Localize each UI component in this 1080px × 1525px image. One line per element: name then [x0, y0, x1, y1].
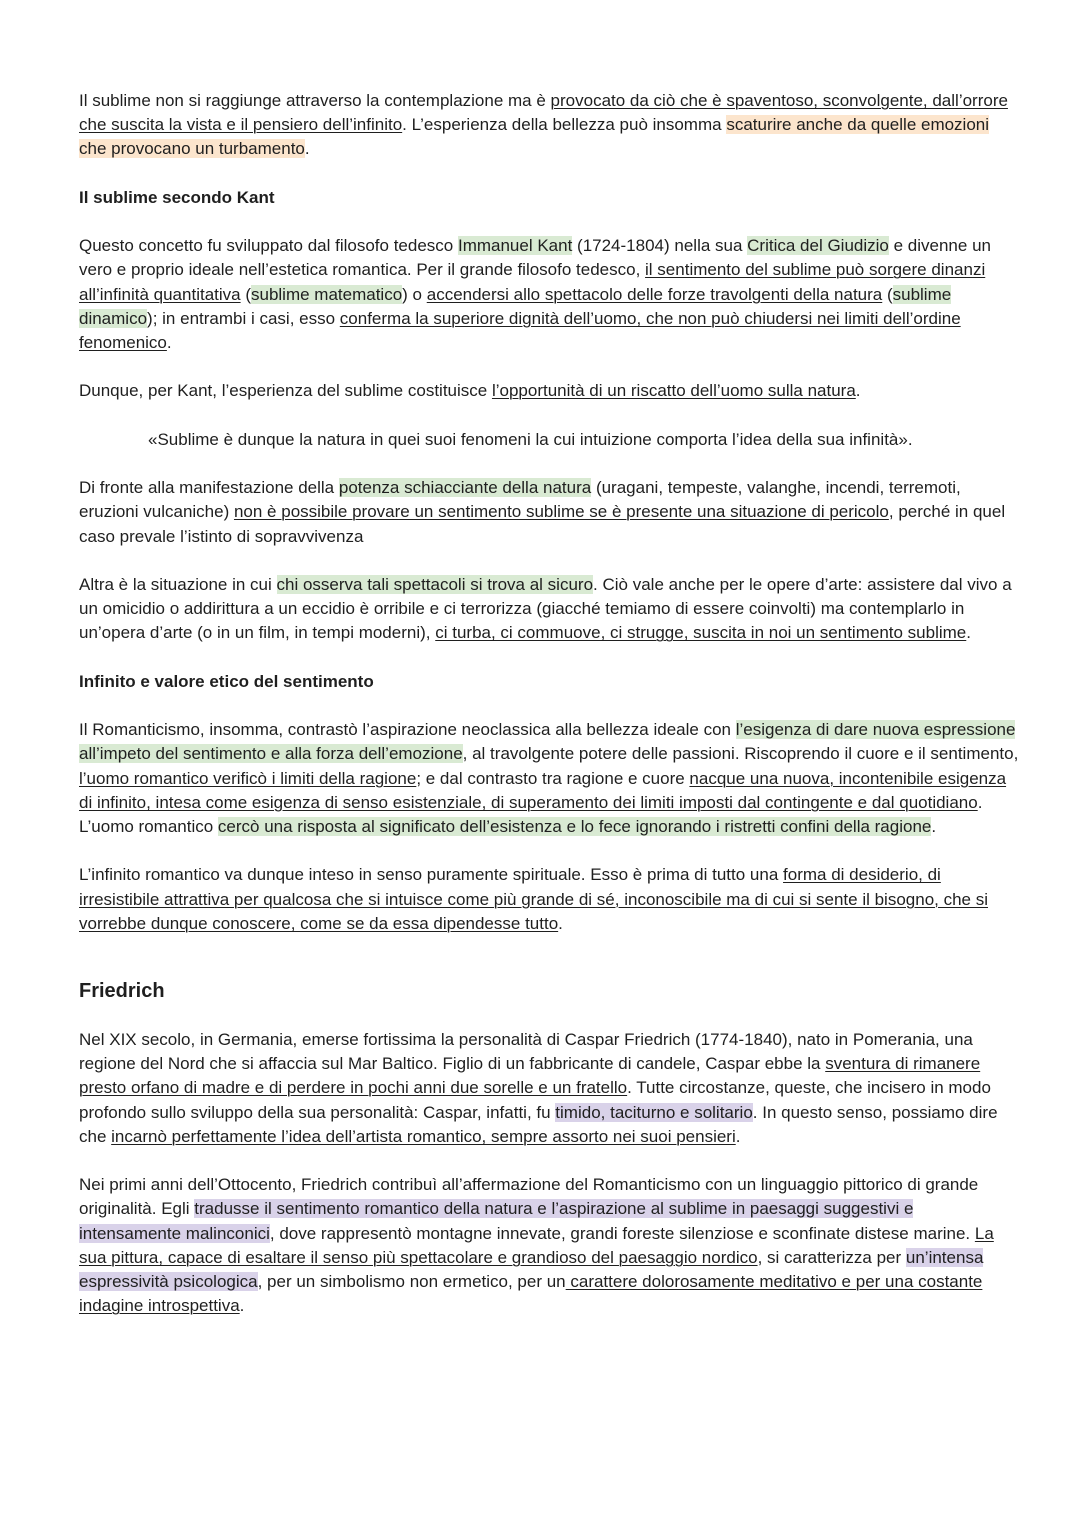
underlined-text: forma di desiderio, di irresistibile attrattiva per qualcosa che si intuisce come più grande di sé, inconoscibile ma di cui si sente il bisogno, che si vorrebbe dunque conoscere, come se da essa dipendesse tutto: [79, 865, 989, 933]
text-run: ; e dal contrasto tra ragione e cuore: [416, 768, 690, 788]
paragraph-infinito-romantico: [79, 863, 1020, 936]
text-run: .: [931, 816, 937, 836]
text-run: ); in entrambi i casi, esso: [147, 308, 340, 328]
underlined-text: accendersi allo spettacolo delle forze travolgenti della natura: [426, 284, 883, 304]
text-run: . Tutte circostanze, queste, che incisero in modo profondo sullo sviluppo della sua personalità: Caspar, infatti, fu: [79, 1078, 991, 1122]
text-run: .: [558, 913, 563, 933]
text-run: . L’esperienza della bellezza può insomma: [402, 115, 727, 135]
paragraph-friedrich-bio: [79, 1028, 1020, 1149]
underlined-text: sventura di rimanere presto orfano di madre e di perdere in pochi anni due sorelle e un fratello: [79, 1054, 981, 1098]
highlight-green: potenza schiacciante della natura: [338, 478, 592, 498]
paragraph-potenza-natura: [79, 476, 1020, 549]
underlined-text: l’opportunità di un riscatto dell’uomo sulla natura: [491, 381, 856, 401]
text-run: Dunque, per Kant, l’esperienza del sublime costituisce: [79, 381, 492, 401]
underlined-text: l’uomo romantico verificò i limiti della ragione: [79, 768, 417, 788]
heading-infinito: Infinito e valore etico del sentimento: [79, 671, 374, 691]
underlined-text: conferma la superiore dignità dell’uomo, che non può chiudersi nei limiti dell’ordine fenomenico: [79, 308, 961, 352]
underlined-text: non è possibile provare un sentimento sublime se è presente una situazione di pericolo: [233, 502, 889, 522]
text-run: Nei primi anni dell’Ottocento, Friedrich contribuì all’affermazione del Romanticismo con un linguaggio pittorico di grande originalità. Egli: [79, 1175, 979, 1219]
underlined-text: carattere dolorosamente meditativo e per una costante indagine introspettiva: [79, 1271, 983, 1316]
paragraph-kant-concept: [79, 234, 1020, 355]
highlight-green: chi osserva tali spettacoli si trova al sicuro: [276, 574, 594, 594]
kant-quote: «Sublime è dunque la natura in quei suoi fenomeni la cui intuizione comporta l’idea della sua infinità».: [148, 429, 913, 449]
paragraph-friedrich-pittura: [79, 1173, 1020, 1318]
highlight-green: Immanuel Kant: [457, 236, 573, 256]
text-run: Il sublime non si raggiunge attraverso la contemplazione ma è: [79, 91, 551, 110]
text-run: ) o: [402, 284, 427, 304]
text-run: . In questo senso, possiamo dire che: [79, 1102, 998, 1146]
highlight-green: l’esigenza di dare nuova espressione all’impeto del sentimento e alla forza dell’emozione: [79, 720, 1016, 764]
text-run: (uragani, tempeste, valanghe, incendi, terremoti, eruzioni vulcaniche): [79, 478, 961, 522]
underlined-text: nacque una nuova, incontenibile esigenza di infinito, intesa come esigenza di senso esistenziale, di superamento dei limiti imposti dal contingente e dal quotidiano: [79, 768, 1007, 812]
text-run: (1724-1804) nella sua: [572, 236, 748, 256]
text-run: L’infinito romantico va dunque inteso in senso puramente spirituale. Esso è prima di tutto una: [79, 865, 784, 885]
highlight-purple: tradusse il sentimento romantico della natura e l’aspirazione al sublime in paesaggi suggestivi e intensamente malinconici: [79, 1199, 914, 1243]
highlight-purple: timido, taciturno e solitario: [555, 1102, 753, 1122]
text-run: (: [240, 284, 251, 304]
highlight-green: sublime matematico: [251, 284, 403, 304]
text-run: , si caratterizza per: [757, 1247, 906, 1267]
text-run: Di fronte alla manifestazione della: [79, 478, 339, 498]
text-run: , perché in quel caso prevale l’istinto di sopravvivenza: [79, 502, 1006, 546]
text-run: .: [855, 381, 861, 401]
text-run: .: [735, 1126, 741, 1146]
text-run: Nel XIX secolo, in Germania, emerse fortissima la personalità di Caspar Friedrich (1774-1840), nato in Pomerania, una regione del Nord che si affaccia sul Mar Baltico. Figlio di un fabbricante di candele, Caspar ebbe la: [79, 1029, 973, 1074]
paragraph-sublime-intro: [79, 89, 1020, 162]
underlined-text: ci turba, ci commuove, ci strugge, suscita in noi un sentimento sublime: [435, 623, 967, 643]
paragraph-al-sicuro: [79, 573, 1020, 646]
highlight-purple: un’intensa espressività psicologica: [79, 1247, 984, 1291]
paragraph-kant-riscatto: [79, 379, 1020, 403]
paragraph-romanticismo: [79, 718, 1020, 839]
text-run: Questo concetto fu sviluppato dal filosofo tedesco: [79, 236, 458, 256]
underlined-text: incarnò perfettamente l’idea dell’artista romantico, sempre assorto nei suoi pensieri: [111, 1126, 736, 1146]
text-run: e divenne un vero e proprio ideale nell’estetica romantica. Per il grande filosofo tedesco,: [79, 236, 991, 280]
highlight-green: sublime dinamico: [79, 284, 952, 328]
text-run: (: [882, 284, 893, 304]
text-run: . Ciò vale anche per le opere d’arte: assistere dal vivo a un omicidio o addirittura a un eccidio è orribile e ci terrorizza (giacché temiamo di essere coinvolti) ma contemplarlo in un’opera d’arte (o in un film, in tempi moderni),: [79, 574, 1012, 643]
underlined-text: La sua pittura, capace di esaltare il senso più spettacolare e grandioso del paesaggio nordico: [79, 1223, 994, 1267]
text-run: , dove rappresentò montagne innevate, grandi foreste silenziose e sconfinate distese marine.: [269, 1223, 975, 1243]
text-run: .: [166, 333, 172, 352]
text-run: .: [239, 1296, 245, 1316]
underlined-text: il sentimento del sublime può sorgere dinanzi all’infinità quantitativa: [79, 260, 986, 304]
text-run: .: [304, 139, 310, 159]
text-run: , per un simbolismo non ermetico, per un: [257, 1271, 566, 1291]
highlight-peach: scaturire anche da quelle emozioni che provocano un turbamento: [79, 115, 990, 159]
highlight-green: Critica del Giudizio: [747, 236, 889, 256]
heading-friedrich: Friedrich: [79, 979, 165, 1002]
text-run: Altra è la situazione in cui: [79, 574, 277, 594]
highlight-green: cercò una risposta al significato dell’esistenza e lo fece ignorando i ristretti confini della ragione: [217, 816, 932, 836]
heading-sublime-kant: Il sublime secondo Kant: [79, 187, 275, 207]
text-run: , al travolgente potere delle passioni. Riscoprendo il cuore e il sentimento,: [462, 744, 1019, 764]
text-run: . L’uomo romantico: [79, 792, 983, 836]
underlined-text: provocato da ciò che è spaventoso, sconvolgente, dall’orrore che suscita la vista e il pensiero dell’infinito: [79, 91, 1008, 135]
text-run: .: [966, 623, 971, 643]
text-run: Il Romanticismo, insomma, contrastò l’aspirazione neoclassica alla bellezza ideale con: [79, 720, 736, 740]
